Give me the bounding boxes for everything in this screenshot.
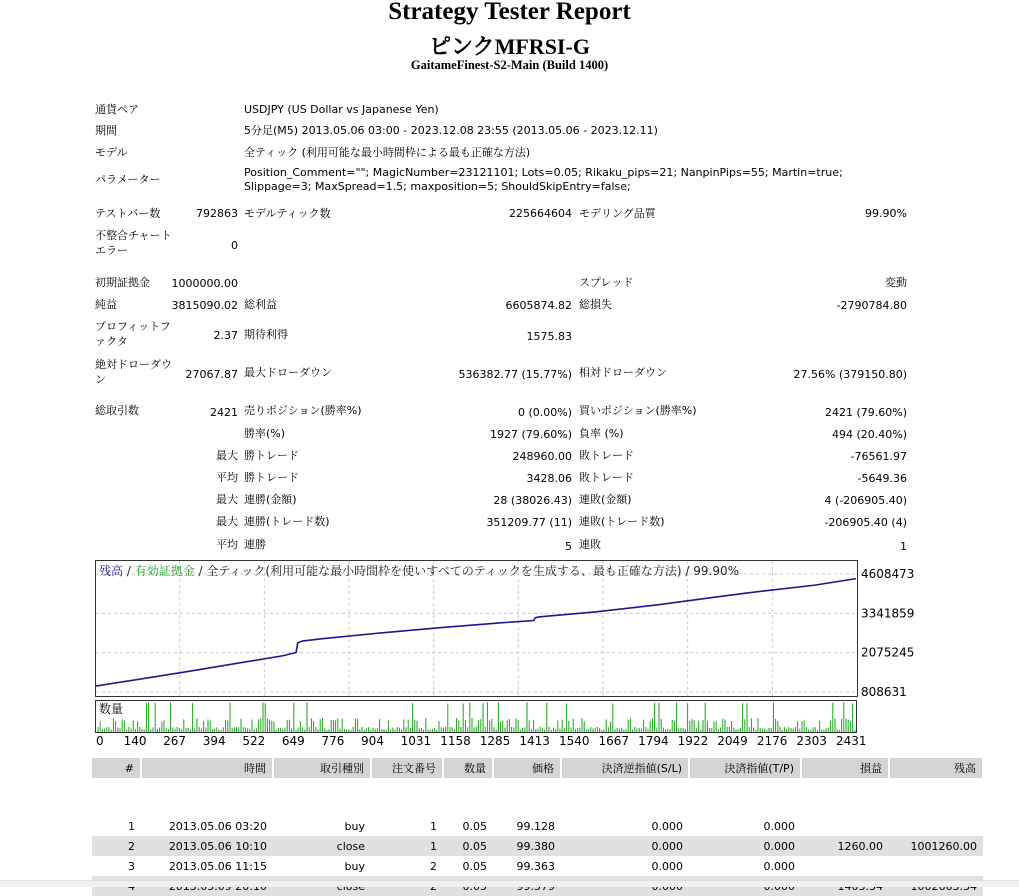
table-cell: buy bbox=[344, 859, 365, 873]
x-tick-label: 2431 bbox=[836, 734, 867, 748]
trades-value: 2421 bbox=[210, 406, 238, 419]
x-tick-label: 1540 bbox=[558, 734, 590, 748]
table-cell: 2 bbox=[430, 859, 437, 873]
column-header: 決済指値(T/P) bbox=[689, 758, 801, 778]
win-pct-label: 勝率(%) bbox=[244, 427, 286, 440]
x-tick-label: 1667 bbox=[598, 734, 630, 748]
ea-name: ピンクMFRSI-G bbox=[429, 34, 590, 59]
x-tick-label: 649 bbox=[281, 734, 305, 748]
errors-label: 不整合チャートエラー bbox=[95, 229, 172, 257]
legend-balance: 残高 bbox=[99, 564, 124, 578]
y-tick-label: 2075245 bbox=[861, 645, 915, 660]
bars-value: 792863 bbox=[196, 207, 238, 220]
column-header: 価格 bbox=[493, 758, 561, 778]
column-header: # bbox=[92, 758, 141, 778]
max-cons-profit-label: 連勝(トレード数) bbox=[244, 515, 330, 528]
table-row bbox=[92, 836, 983, 856]
chart-y-ticks bbox=[861, 567, 914, 699]
avg-win-label: 勝トレード bbox=[244, 471, 299, 484]
largest-win-value: 248960.00 bbox=[512, 450, 572, 463]
x-tick-label: 1158 bbox=[440, 734, 471, 748]
avg-loss-value: -5649.36 bbox=[857, 472, 907, 485]
server-name: GaitameFinest-S2-Main (Build 1400) bbox=[410, 58, 609, 72]
column-header: 注文番号 bbox=[371, 758, 443, 778]
deposit-label: 初期証拠金 bbox=[95, 276, 150, 289]
payoff-value: 1575.83 bbox=[526, 330, 572, 343]
abs-dd-value: 27067.87 bbox=[185, 368, 238, 381]
table-cell: 0.05 bbox=[443, 836, 493, 856]
rel-dd-label: 相対ドローダウン bbox=[579, 366, 667, 379]
largest-loss-value: -76561.97 bbox=[850, 450, 907, 463]
x-tick-label: 394 bbox=[202, 734, 226, 748]
table-cell: 0.05 bbox=[462, 859, 487, 873]
net-value: 3815090.02 bbox=[171, 299, 238, 312]
ticks-value: 225664604 bbox=[509, 207, 572, 220]
table-cell bbox=[801, 816, 889, 836]
table-cell: 1001260.00 bbox=[889, 836, 983, 856]
win-pct-value: 1927 (79.60%) bbox=[489, 428, 572, 441]
table-cell: 0.000 bbox=[651, 819, 683, 833]
y-tick-label: 3341859 bbox=[861, 606, 915, 621]
legend-equity: 有効証拠金 bbox=[134, 564, 195, 578]
x-tick-label: 1413 bbox=[519, 734, 550, 748]
x-tick-label: 2303 bbox=[796, 734, 827, 748]
gross-loss-value: -2790784.80 bbox=[836, 299, 907, 312]
x-tick-label: 1922 bbox=[677, 734, 709, 748]
legend-separator: / bbox=[194, 564, 207, 578]
table-cell bbox=[889, 856, 983, 876]
table-cell: 1260.00 bbox=[801, 836, 889, 856]
max-dd-value: 536382.77 (15.77%) bbox=[458, 368, 572, 381]
errors-value: 0 bbox=[231, 239, 238, 252]
table-cell: 1 bbox=[430, 819, 437, 833]
spacer-cell bbox=[92, 778, 983, 816]
column-header: 決済逆指値(S/L) bbox=[561, 758, 689, 778]
table-cell: 0.000 bbox=[561, 836, 689, 856]
volume-label: 数量 bbox=[99, 702, 124, 716]
ticks-label: モデルティック数 bbox=[244, 207, 331, 220]
x-tick-label: 267 bbox=[163, 734, 187, 748]
table-cell: 0.000 bbox=[763, 859, 795, 873]
loss-pct-value: 494 (20.40%) bbox=[831, 428, 907, 441]
max-prefix: 最大 bbox=[216, 493, 238, 506]
avg-prefix: 平均 bbox=[216, 471, 238, 484]
period-value: 5分足(M5) 2013.05.06 03:00 - 2023.12.08 23:55 (2013.05.06 - 2023.12.11) bbox=[244, 124, 658, 137]
params-label: パラメーター bbox=[95, 173, 161, 186]
model-label: モデル bbox=[95, 146, 128, 159]
max-cons-win-label: 連勝(金額) bbox=[244, 493, 297, 506]
column-header: 数量 bbox=[443, 758, 493, 778]
x-tick-label: 2049 bbox=[717, 734, 748, 748]
table-cell: close bbox=[273, 836, 371, 856]
table-cell: 0.05 bbox=[462, 819, 487, 833]
table-cell bbox=[801, 856, 889, 876]
quality-label: モデリング品質 bbox=[579, 207, 656, 220]
avg-win-value: 3428.06 bbox=[526, 472, 572, 485]
largest-win-label: 勝トレード bbox=[244, 449, 299, 462]
table-cell: buy bbox=[344, 819, 365, 833]
max-cons-win-value: 28 (38026.43) bbox=[493, 494, 572, 507]
avg-cons-loss-label: 連敗 bbox=[579, 538, 601, 551]
avg-prefix: 平均 bbox=[216, 538, 238, 551]
chart-plot-area bbox=[96, 561, 858, 697]
symbol-value: USDJPY (US Dollar vs Japanese Yen) bbox=[244, 103, 439, 116]
avg-loss-label: 敗トレード bbox=[579, 471, 634, 484]
table-cell: 2013.05.06 03:20 bbox=[168, 819, 267, 833]
max-cons-loss-value: 4 (-206905.40) bbox=[824, 494, 907, 507]
x-tick-label: 140 bbox=[123, 734, 147, 748]
y-tick-label: 808631 bbox=[861, 685, 907, 699]
table-cell bbox=[889, 816, 983, 836]
avg-cons-win-value: 5 bbox=[565, 540, 572, 553]
model-value: 全ティック (利用可能な最小時間枠による最も正確な方法) bbox=[244, 146, 531, 159]
long-value: 2421 (79.60%) bbox=[824, 406, 907, 419]
table-cell: 0.000 bbox=[689, 836, 801, 856]
x-tick-label: 1794 bbox=[638, 734, 669, 748]
table-cell: 0.000 bbox=[763, 819, 795, 833]
table-cell: 2013.05.06 11:15 bbox=[168, 859, 267, 873]
x-tick-label: 1031 bbox=[400, 734, 432, 748]
table-row bbox=[92, 816, 983, 836]
column-header: 取引種別 bbox=[273, 758, 371, 778]
max-cons-lossamt-value: -206905.40 (4) bbox=[824, 516, 907, 529]
trades-label: 総取引数 bbox=[95, 404, 139, 417]
loss-pct-label: 負率 (%) bbox=[579, 427, 624, 440]
x-tick-label: 1285 bbox=[479, 734, 511, 748]
report-title: Strategy Tester Report bbox=[388, 0, 631, 25]
params-value: Position_Comment=""; MagicNumber=23121101; Lots=0.05; Rikaku_pips=21; NanpinPips=55; Martin=true; Slippage=3; MaxSpread=1.5; maxposition=5; ShouldSkipEntry=false; bbox=[244, 166, 843, 193]
max-cons-loss-label: 連敗(金額) bbox=[579, 493, 632, 506]
table-cell: 99.380 bbox=[493, 836, 561, 856]
short-value: 0 (0.00%) bbox=[517, 406, 572, 419]
abs-dd-label: 絶対ドローダウン bbox=[95, 358, 172, 386]
table-cell: 2 bbox=[92, 836, 141, 856]
max-prefix: 最大 bbox=[216, 449, 238, 462]
trades-table bbox=[92, 758, 984, 896]
avg-cons-loss-value: 1 bbox=[900, 540, 907, 553]
quality-value: 99.90% bbox=[865, 207, 907, 220]
volume-chart bbox=[95, 700, 857, 734]
table-cell: 99.128 bbox=[516, 819, 555, 833]
table-spacer bbox=[92, 778, 983, 816]
x-tick-label: 522 bbox=[242, 734, 266, 748]
net-label: 純益 bbox=[95, 298, 117, 311]
gross-profit-label: 総利益 bbox=[244, 298, 277, 311]
column-header: 損益 bbox=[801, 758, 889, 778]
table-row bbox=[92, 856, 983, 876]
table-cell: 99.363 bbox=[516, 859, 555, 873]
payoff-label: 期待利得 bbox=[244, 328, 288, 341]
x-tick-label: 0 bbox=[96, 734, 104, 748]
table-cell: 2013.05.06 10:10 bbox=[141, 836, 273, 856]
symbol-label: 通貨ペア bbox=[95, 103, 139, 116]
spread-label: スプレッド bbox=[579, 276, 634, 289]
gross-profit-value: 6605874.82 bbox=[505, 299, 572, 312]
gross-loss-label: 総損失 bbox=[579, 298, 612, 311]
bars-label: テストバー数 bbox=[95, 207, 161, 220]
x-tick-label: 904 bbox=[361, 734, 384, 748]
max-prefix: 最大 bbox=[216, 515, 238, 528]
short-label: 売りポジション(勝率%) bbox=[244, 404, 362, 417]
column-header: 残高 bbox=[889, 758, 983, 778]
table-cell: 1 bbox=[371, 836, 443, 856]
x-tick-label: 2176 bbox=[756, 734, 788, 748]
rel-dd-value: 27.56% (379150.80) bbox=[793, 368, 907, 381]
balance-chart bbox=[95, 560, 919, 700]
table-header-row bbox=[92, 758, 983, 778]
column-header: 時間 bbox=[141, 758, 273, 778]
pf-value: 2.37 bbox=[213, 329, 238, 342]
long-label: 買いポジション(勝率%) bbox=[579, 404, 697, 417]
period-label: 期間 bbox=[95, 124, 117, 137]
pf-label: プロフィットファクタ bbox=[95, 320, 171, 348]
chart-legend bbox=[99, 563, 739, 578]
max-cons-lossamt-label: 連敗(トレード数) bbox=[579, 515, 665, 528]
max-cons-profit-value: 351209.77 (11) bbox=[486, 516, 572, 529]
legend-separator: / bbox=[123, 564, 135, 578]
table-cell: 3 bbox=[128, 859, 135, 873]
largest-loss-label: 敗トレード bbox=[579, 449, 634, 462]
max-dd-label: 最大ドローダウン bbox=[244, 366, 332, 379]
legend-model: 全ティック(利用可能な最小時間枠を使いすべてのティックを生成する、最も正確な方法) / 99.90% bbox=[206, 564, 740, 578]
spread-value: 変動 bbox=[885, 276, 907, 289]
x-tick-label: 776 bbox=[321, 734, 345, 748]
y-tick-label: 4608473 bbox=[861, 567, 915, 581]
avg-cons-win-label: 連勝 bbox=[244, 538, 266, 551]
deposit-value: 1000000.00 bbox=[171, 277, 238, 290]
table-cell: 0.000 bbox=[651, 859, 683, 873]
table-cell: 1 bbox=[128, 819, 135, 833]
